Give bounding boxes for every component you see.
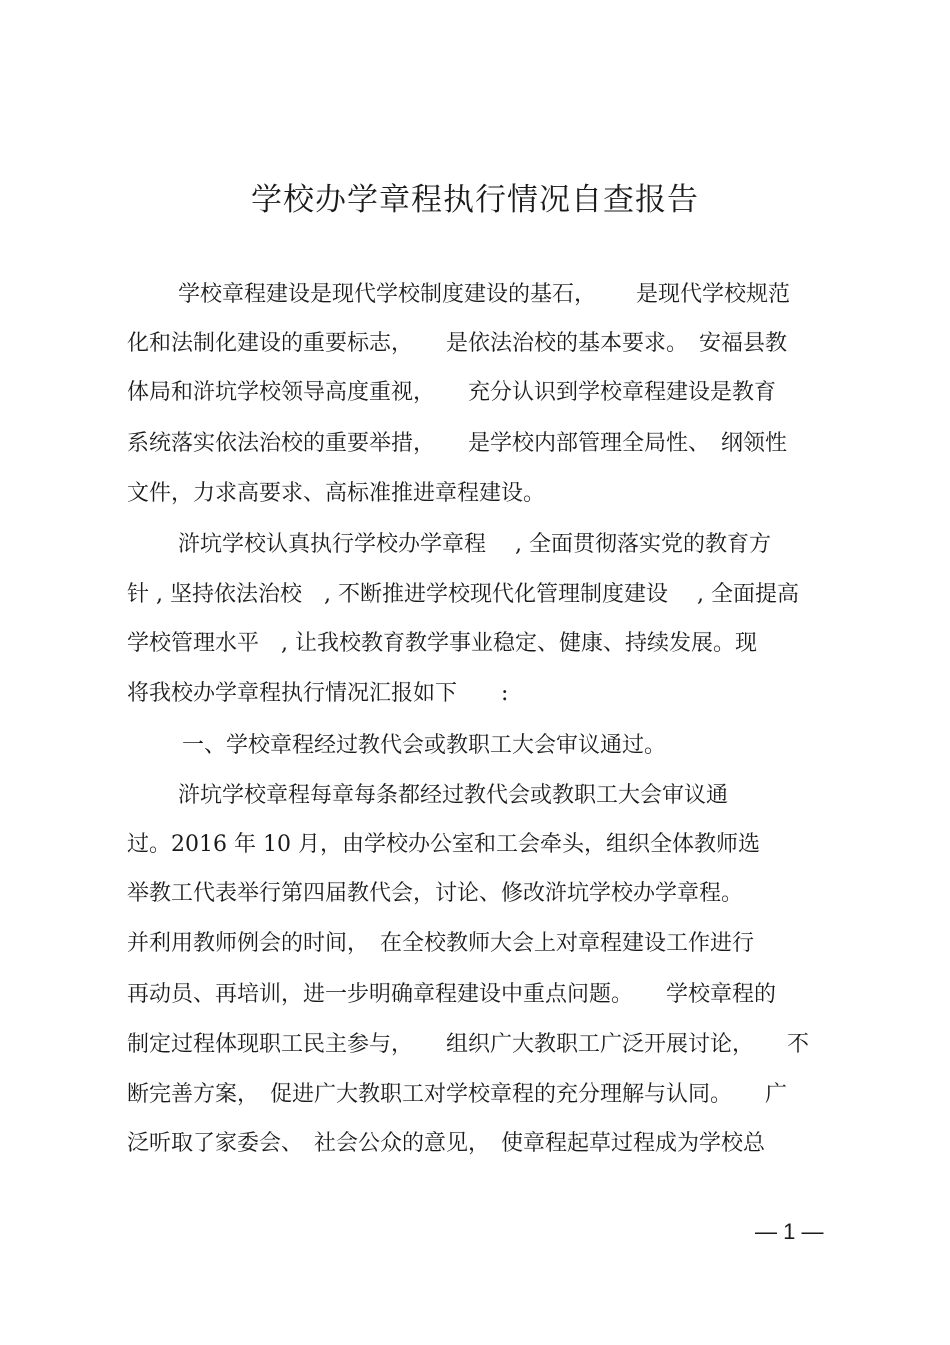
paragraph-2-line-3: 学校管理水平 , 让我校教育教学事业稳定、健康、持续发展。现 <box>127 631 757 656</box>
paragraph-3-line-2: 过。2016 年 10 月，由学校办公室和工会牵头，组织全体教师选 <box>127 832 760 857</box>
document-title: 学校办学章程执行情况自查报告 <box>251 182 699 218</box>
paragraph-3-line-1: 浒坑学校章程每章每条都经过教代会或教职工大会审议通 <box>178 783 729 808</box>
paragraph-3-line-6: 制定过程体现职工民主参与， 组织广大教职工广泛开展讨论， 不 <box>127 1032 810 1057</box>
paragraph-3-line-5: 再动员、再培训，进一步明确章程建设中重点问题。 学校章程的 <box>127 982 777 1007</box>
paragraph-2-line-2: 针 , 坚持依法治校 , 不断推进学校现代化管理制度建设 , 全面提高 <box>127 582 799 607</box>
paragraph-1-line-5: 文件，力求高要求、高标准推进章程建设。 <box>127 481 546 506</box>
paragraph-1-line-2: 化和法制化建设的重要标志， 是依法治校的基本要求。 安福县教 <box>127 331 788 356</box>
paragraph-1-line-4: 系统落实依法治校的重要举措， 是学校内部管理全局性、 纲领性 <box>127 431 788 456</box>
section-heading-1: 一、学校章程经过教代会或教职工大会审议通过。 <box>182 733 667 758</box>
paragraph-3-line-4: 并利用教师例会的时间， 在全校教师大会上对章程建设工作进行 <box>127 931 755 956</box>
paragraph-3-line-8: 泛听取了家委会、 社会公众的意见， 使章程起草过程成为学校总 <box>127 1131 766 1156</box>
paragraph-2-line-4: 将我校办学章程执行情况汇报如下 : <box>127 681 509 706</box>
page-number: — 1 — <box>755 1219 824 1244</box>
paragraph-1-line-3: 体局和浒坑学校领导高度重视， 充分认识到学校章程建设是教育 <box>127 380 777 405</box>
paragraph-3-line-3: 举教工代表举行第四届教代会，讨论、修改浒坑学校办学章程。 <box>127 881 744 906</box>
paragraph-1-line-1: 学校章程建设是现代学校制度建设的基石， 是现代学校规范 <box>178 282 790 307</box>
paragraph-2-line-1: 浒坑学校认真执行学校办学章程 , 全面贯彻落实党的教育方 <box>178 532 771 557</box>
paragraph-3-line-7: 断完善方案， 促进广大教职工对学校章程的充分理解与认同。 广 <box>127 1082 788 1107</box>
